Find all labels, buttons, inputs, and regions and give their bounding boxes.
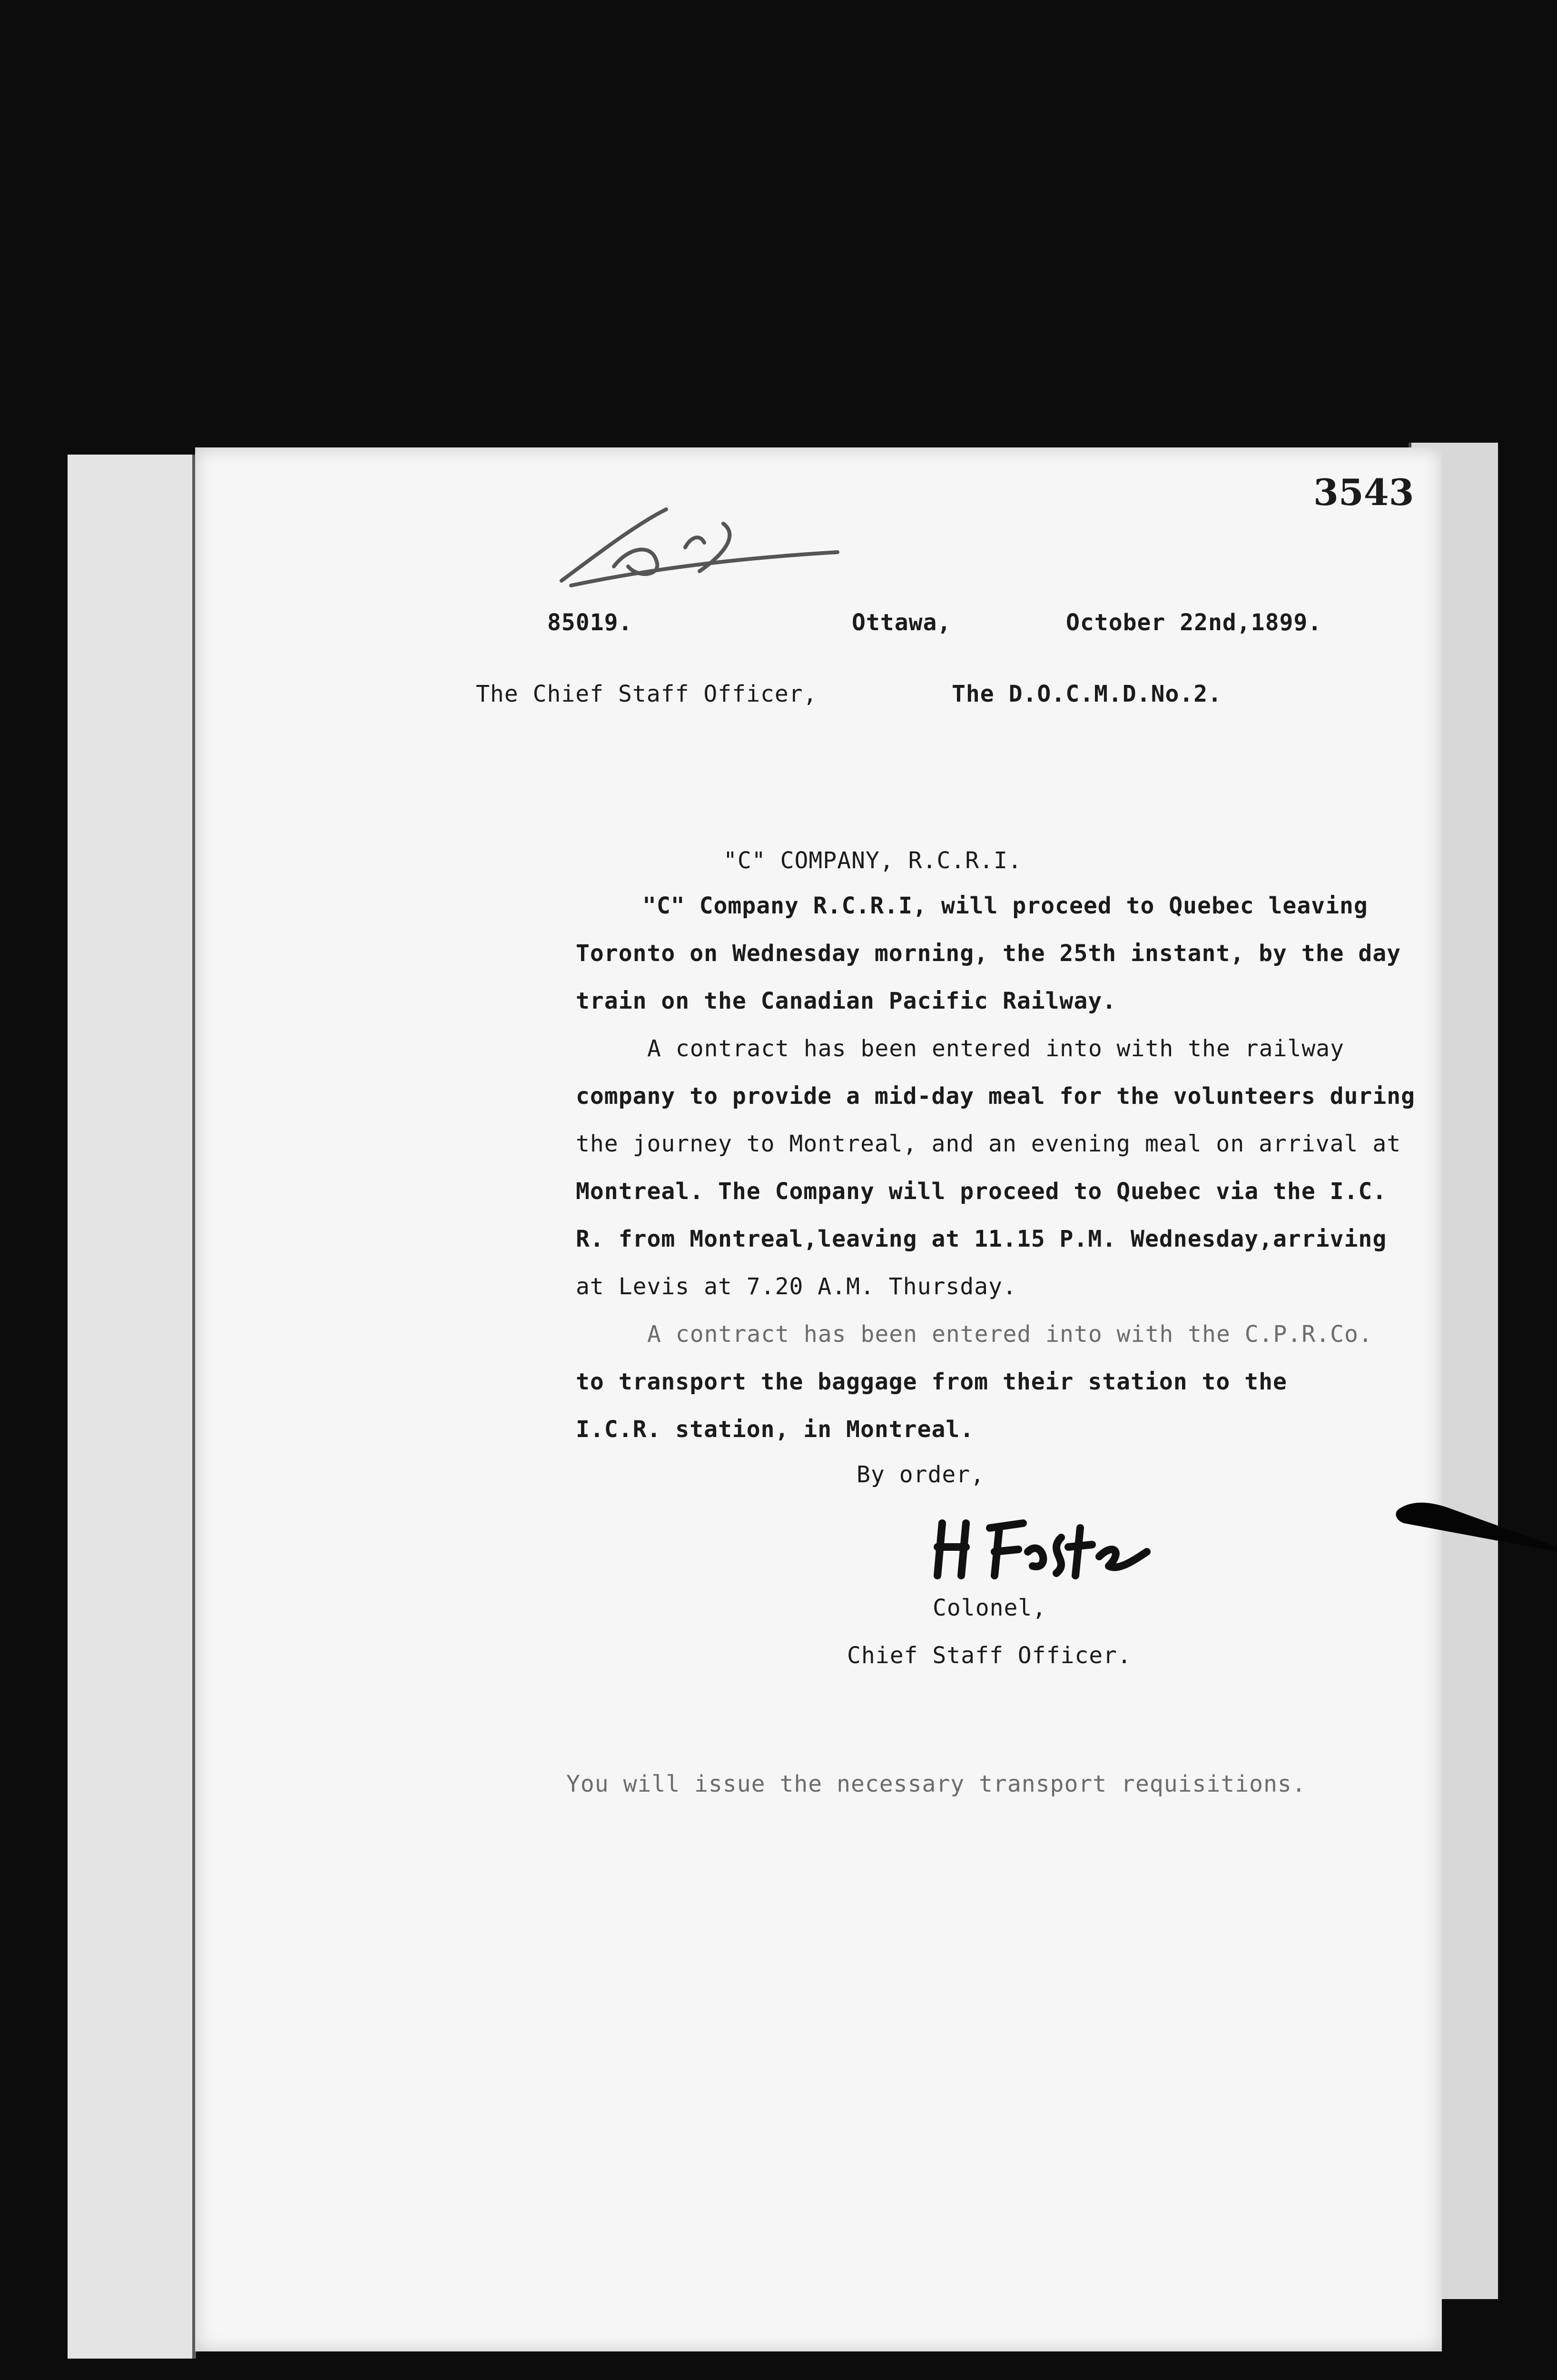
backing-sheet	[68, 455, 196, 2359]
body-line: Toronto on Wednesday morning, the 25th instant, by the day	[576, 940, 1401, 967]
letter-page	[195, 447, 1442, 2351]
signatory-title: Chief Staff Officer.	[847, 1642, 1132, 1669]
file-number: 85019.	[547, 609, 633, 636]
body-line: company to provide a mid-day meal for the volunteers during	[576, 1083, 1416, 1110]
subject-line: "C" COMPANY, R.C.R.I.	[723, 847, 1022, 874]
body-line: R. from Montreal,leaving at 11.15 P.M. Wednesday,arriving	[576, 1226, 1387, 1252]
closing: By order,	[857, 1461, 985, 1488]
body-line: A contract has been entered into with the railway	[647, 1035, 1345, 1062]
body-line: I.C.R. station, in Montreal.	[576, 1416, 975, 1443]
pen-tip	[1394, 1495, 1557, 1552]
body-line: A contract has been entered into with the C.P.R.Co.	[647, 1321, 1373, 1348]
body-line: Montreal. The Company will proceed to Quebec via the I.C.	[576, 1178, 1387, 1205]
sender: The Chief Staff Officer,	[476, 681, 818, 707]
recipient: The D.O.C.M.D.No.2.	[952, 681, 1222, 707]
body-line: train on the Canadian Pacific Railway.	[576, 988, 1117, 1014]
body-line: the journey to Montreal, and an evening meal on arrival at	[576, 1130, 1401, 1157]
body-line: "C" Company R.C.R.I, will proceed to Quebec leaving	[642, 892, 1368, 919]
signature	[928, 1509, 1156, 1580]
place: Ottawa,	[852, 609, 952, 636]
page-number: 3543	[1313, 471, 1414, 514]
handwritten-initials	[542, 495, 847, 590]
body-line: to transport the baggage from their station to the	[576, 1368, 1287, 1395]
letter-date: October 22nd,1899.	[1066, 609, 1322, 636]
postscript: You will issue the necessary transport requisitions.	[566, 1771, 1306, 1797]
body-line: at Levis at 7.20 A.M. Thursday.	[576, 1273, 1017, 1300]
signatory-rank: Colonel,	[933, 1595, 1047, 1621]
